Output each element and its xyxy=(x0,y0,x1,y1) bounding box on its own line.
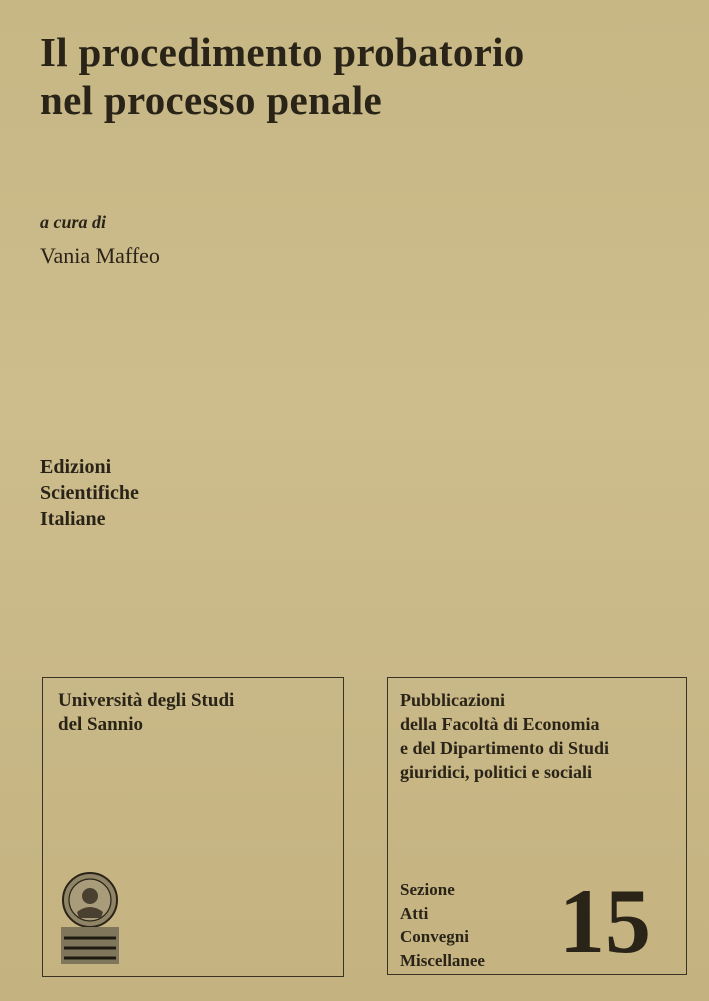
section-line-4: Miscellanee xyxy=(400,950,485,970)
curator-prefix: a cura di xyxy=(40,212,107,232)
series-section xyxy=(400,878,485,972)
section-line-1: Sezione xyxy=(400,880,455,899)
publisher-line-1: Edizioni xyxy=(40,456,112,478)
university-name-line-2: del Sannio xyxy=(58,714,144,735)
publication-line-4: giuridici, politici e sociali xyxy=(400,762,592,782)
editor-name: Vania Maffeo xyxy=(40,243,160,268)
publication-line-1: Pubblicazioni xyxy=(400,690,506,710)
publisher-line-3: Italiane xyxy=(40,508,106,530)
university-box xyxy=(42,677,344,977)
publisher-name xyxy=(40,454,139,532)
university-seal-logo xyxy=(55,868,125,968)
series-number: 15 xyxy=(559,870,651,972)
section-line-2: Atti xyxy=(400,903,429,923)
university-name-line-1: Università degli Studi xyxy=(58,690,235,711)
book-title xyxy=(40,28,690,124)
publication-series xyxy=(400,688,609,784)
university-name xyxy=(58,689,234,737)
publisher-line-2: Scientifiche xyxy=(40,482,139,504)
title-line-2: nel processo penale xyxy=(40,77,383,123)
series-box xyxy=(387,677,687,975)
title-line-1: Il procedimento probatorio xyxy=(40,29,525,75)
publication-line-2: della Facoltà di Economia xyxy=(400,714,600,734)
section-line-3: Convegni xyxy=(400,927,469,946)
publication-line-3: e del Dipartimento di Studi xyxy=(400,738,610,758)
